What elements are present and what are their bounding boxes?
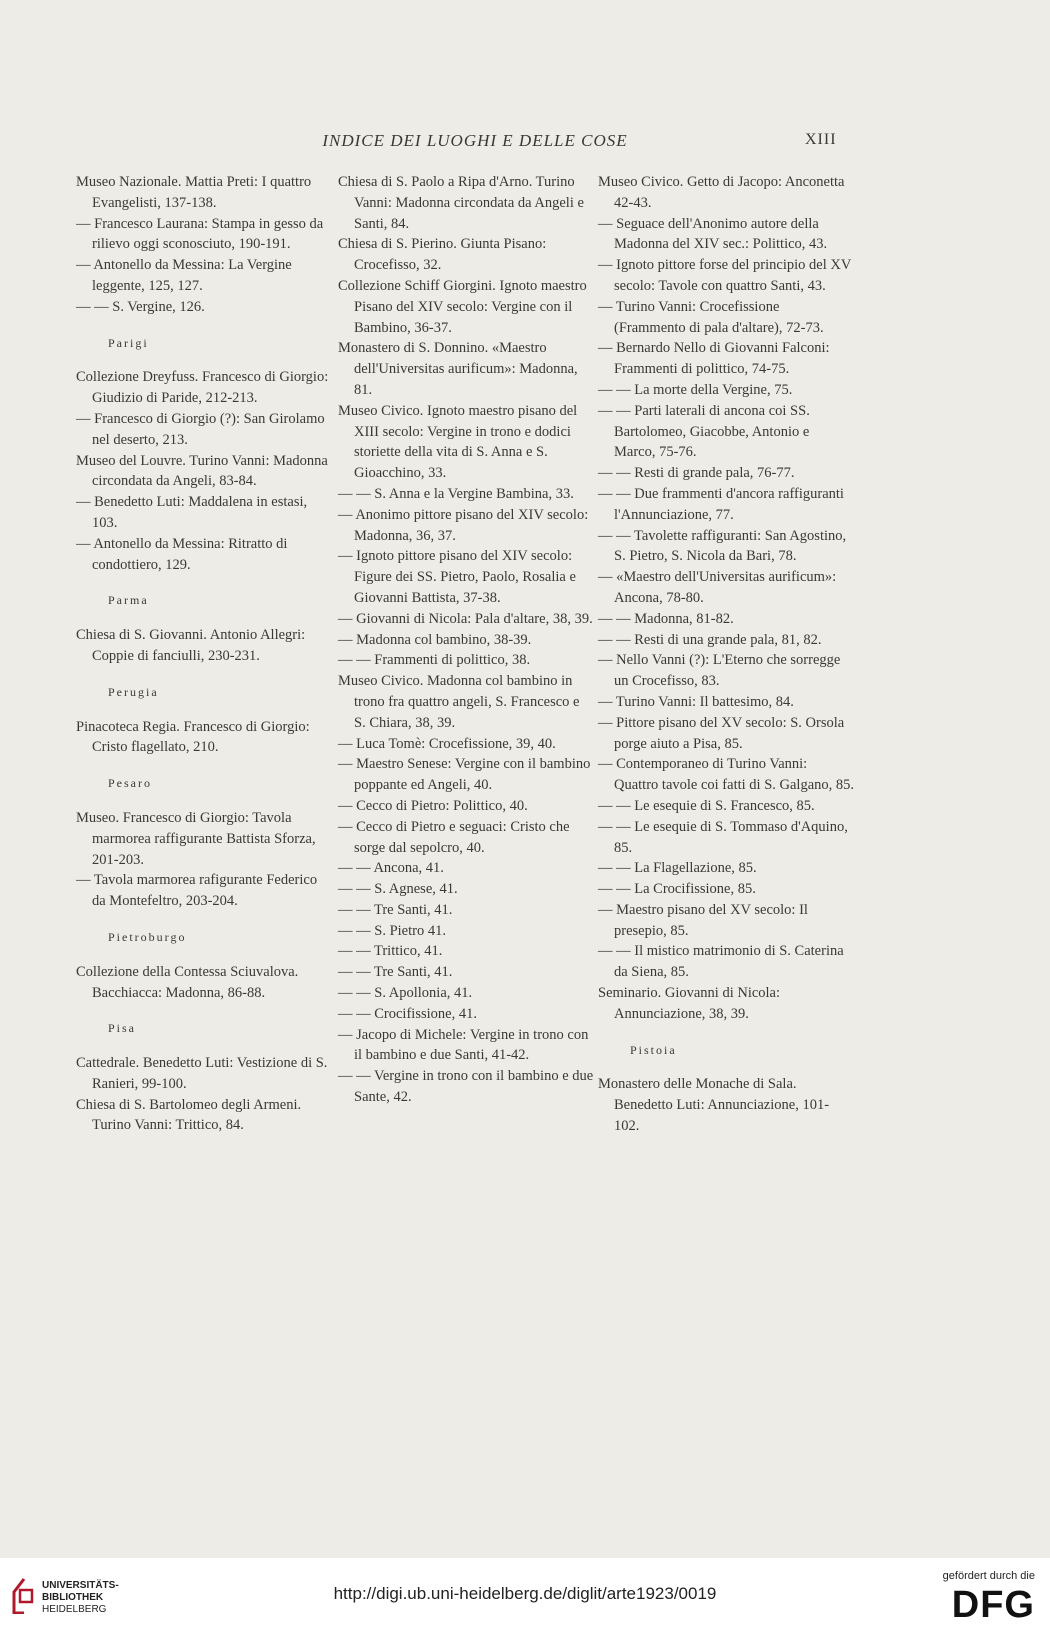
index-entry: — Turino Vanni: Crocefissione (Frammento di pala d'altare), 72-73. bbox=[598, 298, 824, 336]
index-entry: — Giovanni di Nicola: Pala d'altare, 38, 39. bbox=[338, 610, 593, 627]
funding-caption: gefördert durch die bbox=[942, 1570, 1035, 1582]
index-entry: — — S. Anna e la Vergine Bambina, 33. bbox=[338, 485, 574, 502]
index-entry: Monastero delle Monache di Sala. Benedetto Luti: Annunciazione, 101-102. bbox=[598, 1076, 830, 1135]
section-heading: Parma bbox=[108, 593, 149, 608]
index-entry: — — La morte della Vergine, 75. bbox=[598, 381, 793, 398]
index-entry: — Seguace dell'Anonimo autore della Madonna del XIV sec.: Polittico, 43. bbox=[598, 215, 828, 253]
index-entry: — — Madonna, 81-82. bbox=[598, 610, 734, 627]
index-entry: — Jacopo di Michele: Vergine in trono con il bambino e due Santi, 41-42. bbox=[338, 1026, 589, 1064]
index-entry: Museo Nazionale. Mattia Preti: I quattro Evangelisti, 137-138. bbox=[76, 174, 312, 211]
index-entry: — — Ancona, 41. bbox=[338, 860, 444, 877]
index-entry: — Nello Vanni (?): L'Eterno che sorregge un Crocefisso, 83. bbox=[598, 652, 841, 690]
index-entry: — — Resti di grande pala, 76-77. bbox=[598, 465, 795, 482]
index-entry: Monastero di S. Donnino. «Maestro dell'Universitas aurificum»: Madonna, 81. bbox=[338, 340, 578, 398]
index-entry: — Francesco di Giorgio (?): San Girolamo nel deserto, 213. bbox=[76, 410, 325, 448]
index-entry: — Anonimo pittore pisano del XIV secolo: Madonna, 36, 37. bbox=[338, 506, 589, 544]
index-entry: — Ignoto pittore forse del principio del XV secolo: Tavole con quattro Santi, 43. bbox=[598, 257, 852, 294]
index-entry: — — Frammenti di polittico, 38. bbox=[338, 652, 531, 669]
library-name-line-1: UNIVERSITÄTS- bbox=[42, 1580, 119, 1591]
index-entry: — — La Flagellazione, 85. bbox=[598, 860, 757, 877]
index-entry: — — La Crocifissione, 85. bbox=[598, 881, 756, 898]
index-entry: Chiesa di S. Pierino. Giunta Pisano: Crocefisso, 32. bbox=[338, 236, 547, 274]
index-entry: — — Parti laterali di ancona coi SS. Bartolomeo, Giacobbe, Antonio e Marco, 75-76. bbox=[598, 402, 810, 461]
section-heading: Pesaro bbox=[108, 776, 152, 791]
section-heading: Perugia bbox=[108, 684, 159, 699]
section-heading: Pistoia bbox=[630, 1042, 677, 1057]
index-entry: Collezione della Contessa Sciuvalova. Bacchiacca: Madonna, 86-88. bbox=[76, 963, 299, 1001]
index-entry: Collezione Schiff Giorgini. Ignoto maestro Pisano del XIV secolo: Vergine con il Bambino, 36-37. bbox=[338, 277, 587, 336]
index-entry: — Cecco di Pietro e seguaci: Cristo che sorge dal sepolcro, 40. bbox=[338, 818, 570, 856]
index-entry: — — Le esequie di S. Tommaso d'Aquino, 85. bbox=[598, 818, 848, 856]
running-header bbox=[0, 131, 1050, 155]
index-entry: — Cecco di Pietro: Polittico, 40. bbox=[338, 797, 528, 814]
library-name-line-2: BIBLIOTHEK bbox=[42, 1592, 104, 1603]
index-entry: — — S. Vergine, 126. bbox=[76, 298, 205, 315]
index-entry: — — Tavolette raffiguranti: San Agostino, S. Pietro, S. Nicola da Bari, 78. bbox=[598, 527, 847, 565]
index-entry: — Pittore pisano del XV secolo: S. Orsola porge aiuto a Pisa, 85. bbox=[598, 714, 845, 752]
index-entry: Museo Civico. Madonna col bambino in trono fra quattro angeli, S. Francesco e S. Chiara, 38, 39. bbox=[338, 673, 580, 731]
index-entry: Museo Civico. Getto di Jacopo: Anconetta 42-43. bbox=[598, 174, 845, 211]
index-entry: Collezione Dreyfuss. Francesco di Giorgio: Giudizio di Paride, 212-213. bbox=[76, 369, 329, 407]
page-number: XIII bbox=[805, 131, 837, 148]
index-entry: Museo. Francesco di Giorgio: Tavola marmorea raffigurante Battista Sforza, 201-203. bbox=[76, 809, 316, 868]
dfg-logo[interactable] bbox=[925, 1566, 1041, 1632]
index-entry: Chiesa di S. Bartolomeo degli Armeni. Turino Vanni: Trittico, 84. bbox=[76, 1096, 302, 1134]
index-entry: — Benedetto Luti: Maddalena in estasi, 103. bbox=[76, 494, 308, 531]
index-entry: — Luca Tomè: Crocefissione, 39, 40. bbox=[338, 735, 556, 752]
section-heading: Parigi bbox=[108, 335, 149, 350]
index-entry: — — S. Agnese, 41. bbox=[338, 881, 458, 898]
index-entry: — — S. Apollonia, 41. bbox=[338, 985, 473, 1002]
index-entry: — Bernardo Nello di Giovanni Falconi: Frammenti di polittico, 74-75. bbox=[598, 340, 830, 378]
index-entry: — — Due frammenti d'ancora raffiguranti l'Annunciazione, 77. bbox=[598, 485, 844, 523]
index-entry: — Tavola marmorea rafigurante Federico da Montefeltro, 203-204. bbox=[76, 872, 318, 910]
index-entry: Cattedrale. Benedetto Luti: Vestizione di S. Ranieri, 99-100. bbox=[76, 1055, 328, 1092]
index-entry: Museo del Louvre. Turino Vanni: Madonna circondata da Angeli, 83-84. bbox=[76, 452, 328, 490]
permalink-url[interactable]: http://digi.ub.uni-heidelberg.de/diglit/arte1923/0019 bbox=[333, 1584, 717, 1603]
index-entry: — — S. Pietro 41. bbox=[338, 922, 446, 939]
index-entry: Museo Civico. Ignoto maestro pisano del XIII secolo: Vergine in trono e dodici storiette della vita di S. Anna e S. Gioacchino, 33. bbox=[338, 402, 578, 482]
index-entry: — «Maestro dell'Universitas aurificum»: Ancona, 78-80. bbox=[598, 569, 837, 606]
index-column-1 bbox=[76, 172, 332, 1136]
index-entry: — Maestro Senese: Vergine con il bambino poppante ed Angeli, 40. bbox=[338, 756, 591, 794]
index-entry: — — Tre Santi, 41. bbox=[338, 901, 453, 918]
page-title: INDICE DEI LUOGHI E DELLE COSE bbox=[322, 131, 628, 150]
index-entry: Seminario. Giovanni di Nicola: Annunciazione, 38, 39. bbox=[598, 985, 781, 1022]
index-entry: — Ignoto pittore pisano del XIV secolo: Figure dei SS. Pietro, Paolo, Rosalia e Giovanni Battista, 37-38. bbox=[338, 548, 576, 606]
index-entry: — — Il mistico matrimonio di S. Caterina da Siena, 85. bbox=[598, 943, 844, 981]
index-entry: — Contemporaneo di Turino Vanni: Quattro tavole coi fatti di S. Galgano, 85. bbox=[598, 756, 855, 794]
index-entry: — — Trittico, 41. bbox=[338, 943, 443, 960]
index-column-3 bbox=[598, 172, 854, 1137]
index-entry: — — Tre Santi, 41. bbox=[338, 964, 453, 981]
index-entry: — — Le esequie di S. Francesco, 85. bbox=[598, 797, 815, 814]
index-entry: — — Crocifissione, 41. bbox=[338, 1005, 477, 1022]
viewer-footer bbox=[0, 1558, 1050, 1638]
index-entry: Chiesa di S. Giovanni. Antonio Allegri: Coppie di fanciulli, 230-231. bbox=[76, 627, 306, 664]
index-column-2 bbox=[338, 172, 594, 1108]
section-heading: Pietroburgo bbox=[108, 929, 187, 944]
dfg-wordmark: DFG bbox=[951, 1584, 1035, 1626]
index-entry: — Madonna col bambino, 38-39. bbox=[338, 631, 532, 648]
index-entry: — — Vergine in trono con il bambino e due Sante, 42. bbox=[338, 1068, 594, 1106]
library-name-line-3: HEIDELBERG bbox=[42, 1604, 107, 1615]
index-entry: — Turino Vanni: Il battesimo, 84. bbox=[598, 693, 794, 710]
index-entry: — Francesco Laurana: Stampa in gesso da rilievo oggi sconosciuto, 190-191. bbox=[76, 215, 324, 253]
index-entry: — — Resti di una grande pala, 81, 82. bbox=[598, 631, 822, 648]
index-entry: Pinacoteca Regia. Francesco di Giorgio: Cristo flagellato, 210. bbox=[76, 718, 310, 756]
index-entry: — Antonello da Messina: Ritratto di condottiero, 129. bbox=[76, 535, 288, 573]
index-entry: — Antonello da Messina: La Vergine leggente, 125, 127. bbox=[76, 257, 292, 294]
section-heading: Pisa bbox=[108, 1021, 137, 1036]
index-entry: — Maestro pisano del XV secolo: Il presepio, 85. bbox=[598, 901, 808, 939]
index-entry: Chiesa di S. Paolo a Ripa d'Arno. Turino Vanni: Madonna circondata da Angeli e Santi, 84. bbox=[338, 174, 584, 232]
